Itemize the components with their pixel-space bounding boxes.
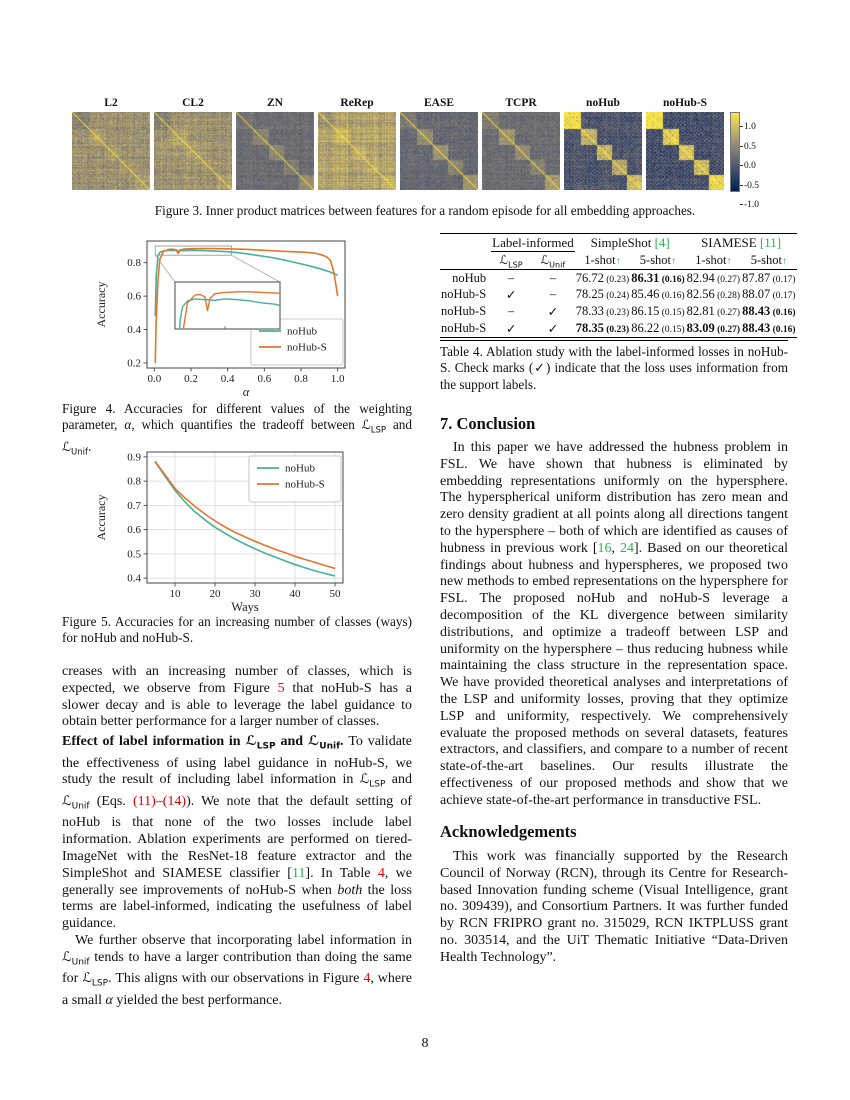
dash-mark: – — [507, 304, 515, 319]
check-mark: ✓ — [505, 287, 517, 302]
ref-link[interactable]: (14) — [162, 793, 187, 809]
loss-symbol: ℒ$_{LSP}$ — [359, 772, 386, 791]
colorbar-tick: -1.0 — [740, 201, 759, 210]
accuracy-cell: 76.72 (0.23) — [575, 270, 630, 285]
loss-symbol: ℒ$_{Unif}$ — [540, 252, 566, 269]
heatmap-matrix — [236, 112, 314, 190]
group-header: Label-informed — [492, 234, 574, 250]
accuracy-cell: 87.87 (0.17) — [742, 270, 796, 285]
group-header: SIAMESE [11] — [701, 234, 782, 250]
check-mark: ✓ — [531, 320, 575, 338]
svg-text:30: 30 — [249, 588, 261, 600]
loss-symbol: ℒ$_{LSP}$ — [245, 734, 276, 752]
svg-text:α: α — [242, 385, 250, 399]
svg-text:Accuracy: Accuracy — [94, 281, 108, 328]
loss-symbol: ℒ$_{LSP}$ — [361, 417, 387, 436]
check-mark: ✓ — [547, 304, 559, 319]
svg-text:0.6: 0.6 — [257, 373, 272, 385]
dash-mark: – — [549, 270, 556, 285]
ref-link[interactable]: (11) — [132, 793, 156, 809]
acknowledgements-heading: Acknowledgements — [440, 822, 577, 841]
table-row — [440, 303, 797, 320]
column-header: 1-shot↑ — [686, 252, 741, 270]
up-arrow-icon: ↑ — [671, 255, 677, 267]
heatmap-matrix — [482, 112, 560, 190]
table4-caption: Table 4. Ablation study with the label-informed losses in noHub-S. Check marks (✓) indicate that the loss uses information from the support labels. — [440, 344, 788, 392]
accuracy-cell: 78.35 (0.23) — [575, 320, 630, 338]
accuracy-cell: 88.43 (0.16) — [742, 304, 796, 319]
svg-text:noHub-S: noHub-S — [285, 478, 325, 491]
method-name: noHub — [452, 270, 487, 285]
table-column-header-row — [440, 252, 797, 270]
heatmap-label: ReRep — [340, 97, 374, 109]
cite-link[interactable]: 11 — [291, 865, 306, 881]
svg-text:20: 20 — [209, 588, 221, 600]
svg-text:0.2: 0.2 — [184, 373, 198, 385]
ref-link[interactable]: 4 — [363, 971, 371, 987]
check-mark: ✓ — [491, 320, 531, 338]
accuracy-cell: 82.56 (0.28) — [686, 287, 741, 302]
heatmap-matrix — [400, 112, 478, 190]
heatmap-label: EASE — [423, 97, 455, 109]
ref-link[interactable]: 5 — [277, 680, 285, 696]
svg-text:0.2: 0.2 — [127, 357, 141, 370]
svg-text:Accuracy: Accuracy — [94, 494, 108, 541]
cite-link[interactable]: [4] — [654, 234, 670, 250]
figure4-chart — [75, 229, 365, 401]
figure3-heatmap-strip — [72, 97, 724, 190]
loss-symbol: ℒ$_{LSP}$ — [82, 971, 109, 989]
accuracy-cell: 83.09 (0.27) — [686, 320, 741, 338]
table-row — [440, 320, 797, 338]
ref-link[interactable]: 4 — [377, 865, 385, 881]
column-header: 5-shot↑ — [630, 252, 685, 270]
left-column-text — [62, 664, 412, 1009]
svg-text:noHub: noHub — [287, 325, 317, 338]
loss-symbol: ℒ$_{Unif}$ — [62, 793, 90, 812]
page-number: 8 — [421, 1036, 429, 1051]
heatmap-panel-TCPR — [482, 97, 560, 190]
column-header — [531, 252, 575, 270]
heatmap-panel-ReRep — [318, 97, 396, 190]
heatmap-label: noHub — [586, 97, 620, 109]
cite-link[interactable]: 16 — [597, 540, 612, 556]
svg-text:0.0: 0.0 — [147, 373, 162, 385]
accuracy-cell: 88.43 (0.16) — [741, 320, 796, 338]
figure4-caption: Figure 4. Accuracies for different values of the weighting parameter, α, which quantifies the tradeoff between ℒ$_{LSP}$ and ℒ$_{Unif}$. — [62, 401, 412, 458]
svg-text:noHub: noHub — [285, 462, 315, 475]
heatmap-panel-L2 — [72, 97, 150, 190]
accuracy-cell: 88.07 (0.17) — [742, 287, 796, 302]
heatmap-matrix — [154, 112, 232, 190]
heatmap-matrix — [318, 112, 396, 190]
heatmap-label: TCPR — [505, 97, 537, 109]
svg-text:10: 10 — [169, 588, 181, 600]
svg-text:0.8: 0.8 — [127, 475, 141, 488]
heatmap-matrix — [72, 112, 150, 190]
svg-text:0.4: 0.4 — [127, 324, 141, 337]
svg-text:40: 40 — [289, 588, 301, 600]
column-header: 5-shot↑ — [741, 252, 796, 270]
figure3-colorbar — [730, 112, 850, 210]
svg-text:0.8: 0.8 — [127, 257, 141, 270]
accuracy-cell: 86.15 (0.15) — [631, 304, 685, 319]
colorbar-tick: 0.0 — [740, 162, 756, 171]
table-row — [440, 270, 797, 287]
accuracy-cell: 78.25 (0.24) — [575, 287, 630, 302]
cite-link[interactable]: [11] — [759, 234, 782, 250]
accuracy-cell: 78.33 (0.23) — [575, 304, 630, 319]
svg-text:1.0: 1.0 — [330, 373, 345, 385]
accuracy-cell: 85.46 (0.16) — [631, 287, 685, 302]
loss-symbol: ℒ$_{Unif}$ — [62, 439, 89, 458]
heatmap-label: ZN — [267, 97, 283, 109]
colorbar-tick: 0.5 — [740, 143, 756, 152]
paragraph: creases with an increasing number of classes, which is expected, we observe from Figure 5 that noHub-S has a slower decay and is able to leverage the label guidance to obtain better performance for a larger number of classes. — [62, 664, 412, 730]
table-group-header-row — [440, 234, 797, 252]
loss-symbol: ℒ$_{Unif}$ — [62, 949, 90, 968]
column-header: 1-shot↑ — [575, 252, 630, 270]
acknowledgements-paragraph: This work was financially supported by the Research Council of Norway (RCN), through its Centre for Research-based Innovation funding scheme (Visual Intelligence, grant no. 309439), and Consortium Partners. It was further funded by RCN FRIPRO grant no. 315029, RCN IKTPLUSS grant no. 303514, and the UiT Thematic Initiative “Data-Driven Health Technology”. — [440, 849, 788, 965]
heatmap-panel-EASE — [400, 97, 478, 190]
figure3 — [72, 97, 724, 190]
heatmap-panel-ZN — [236, 97, 314, 190]
svg-text:0.4: 0.4 — [220, 373, 235, 385]
heatmap-panel-noHub-S — [646, 97, 724, 190]
svg-text:0.4: 0.4 — [127, 572, 141, 585]
table4 — [440, 233, 796, 341]
legend — [249, 456, 341, 502]
heatmap-panel-noHub — [564, 97, 642, 190]
table-row — [440, 286, 797, 303]
conclusion-paragraph: In this paper we have addressed the hubness problem in FSL. We have shown that hubness is eliminated by embedding representations uniformly on the hypersphere. The hyperspherical uniform distribution has zero mean and zero density gradient at all points along all directions tangent to the hypersphere – both of which are identified as causes of hubness in previous work [16, 24]. Based on our theoretical findings about hubness and hyperspheres, we proposed two new methods to embed representations on the hypersphere for FSL. The proposed noHub and noHub-S leverage a decomposition of the KL divergence between similarity distributions, and optimize a tradeoff between LSP and uniformity on the hypersphere – thus reducing hubness while maintaining the class structure in the representation space. We have provided theoretical analyses and interpretations of the LSP and uniformity losses, proving that they optimize LSP and uniformity, respectively. We comprehensively evaluate the proposed methods on several datasets, features extractors, and classifiers, and compare to a number of recent state-of-the-art baselines. Our results illustrate the effectiveness of our proposed methods and show that we achieve state-of-the-art performance in transductive FSL. — [440, 440, 788, 808]
up-arrow-icon: ↑ — [781, 255, 787, 267]
heatmap-label: CL2 — [182, 97, 204, 109]
table-bottom-rule — [440, 338, 788, 341]
accuracy-cell: 86.22 (0.15) — [630, 320, 685, 338]
method-name: noHub-S — [441, 304, 487, 319]
svg-text:0.5: 0.5 — [127, 548, 141, 561]
paragraph: We further observe that incorporating label information in ℒ$_{Unif}$ tends to have a larger contribution than doing the same for ℒ$_{LSP}$. This aligns with our observations in Figure 4, where a small α yielded the best performance. — [62, 932, 412, 1008]
up-arrow-icon: ↑ — [615, 255, 621, 267]
accuracy-cell: 82.94 (0.27) — [686, 270, 741, 285]
svg-text:Ways: Ways — [231, 600, 259, 614]
heatmap-matrix — [646, 112, 724, 190]
svg-text:0.8: 0.8 — [294, 373, 308, 385]
group-header: SimpleShot [4] — [590, 234, 670, 250]
figure5-caption: Figure 5. Accuracies for an increasing number of classes (ways) for noHub and noHub-S. — [62, 614, 412, 646]
method-name: noHub-S — [440, 320, 491, 338]
svg-text:0.6: 0.6 — [127, 290, 141, 303]
svg-text:noHub-S: noHub-S — [287, 341, 327, 354]
figure3-caption: Figure 3. Inner product matrices between features for a random episode for all embedding approaches. — [154, 203, 696, 218]
colorbar-tick: 1.0 — [740, 123, 756, 132]
heatmap-label: noHub-S — [662, 97, 708, 109]
heatmap-panel-CL2 — [154, 97, 232, 190]
svg-text:0.9: 0.9 — [127, 451, 141, 464]
method-name: noHub-S — [441, 287, 487, 302]
svg-text:50: 50 — [329, 588, 341, 600]
accuracy-cell: 82.81 (0.27) — [686, 304, 741, 319]
svg-text:0.7: 0.7 — [127, 499, 141, 512]
dash-mark: – — [507, 270, 515, 285]
colorbar-gradient — [730, 112, 740, 192]
colorbar-tick: -0.5 — [740, 182, 759, 191]
column-header — [491, 252, 531, 270]
loss-symbol: ℒ$_{Unif}$ — [307, 734, 341, 752]
ablation-table — [440, 233, 797, 338]
dash-mark: – — [549, 287, 556, 302]
paragraph-effect-of-label-info: Effect of label information in ℒ$_{LSP}$ and ℒ$_{Unif}$. To validate the effectiveness of using label guidance in noHub-S, we study the result of including label information in ℒ$_{LSP}$ and ℒ$_{Unif}$ (Eqs. (11)–(14)). We note that the default setting of noHub is that none of the two losses include label information. Ablation experiments are performed on tiered-ImageNet with the ResNet-18 feature extractor and the SimpleShot and SIAMESE classifier [11]. In Table 4, we generally see improvements of noHub-S when both the loss terms are label-informed, indicating the usefulness of label guidance. — [62, 734, 413, 932]
heatmap-matrix — [564, 112, 642, 190]
heatmap-label: L2 — [104, 97, 118, 109]
accuracy-cell: 86.31 (0.16) — [631, 270, 685, 285]
up-arrow-icon: ↑ — [726, 255, 732, 267]
loss-symbol: ℒ$_{LSP}$ — [499, 252, 523, 269]
figure5-chart — [75, 438, 365, 618]
conclusion-heading: 7. Conclusion — [440, 414, 536, 433]
svg-text:0.6: 0.6 — [127, 524, 141, 537]
cite-link[interactable]: 24 — [620, 540, 634, 556]
